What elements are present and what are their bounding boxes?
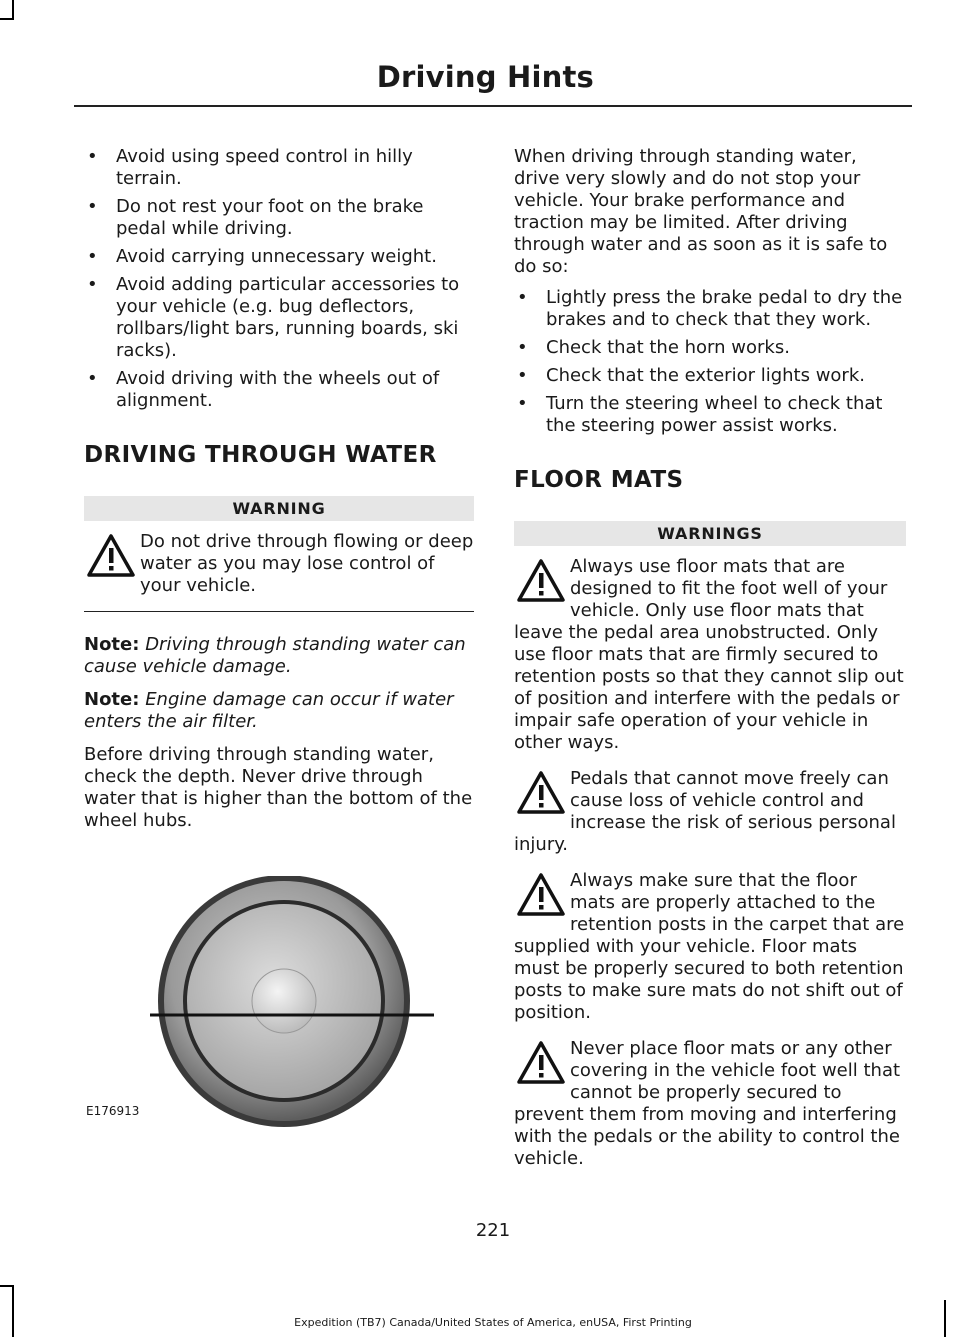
warning-triangle-icon xyxy=(514,768,568,818)
warning-divider xyxy=(84,611,474,612)
warning-triangle-icon xyxy=(514,1038,568,1088)
warning-item: Do not drive through flowing or deep water as you may lose control of your vehicle. xyxy=(84,531,474,597)
warning-triangle-icon xyxy=(84,531,138,581)
bullet-icon: • xyxy=(87,368,98,389)
bullet-icon: • xyxy=(517,393,528,414)
bullet-icon: • xyxy=(87,274,98,295)
warning-item: Pedals that cannot move freely can cause loss of vehicle control and increase the risk of serious personal injury. xyxy=(514,768,896,855)
bullet-icon: • xyxy=(517,337,528,358)
figure-id-label: E176913 xyxy=(86,1104,140,1118)
crop-mark-bl-v xyxy=(12,1285,14,1337)
list-item: • Lightly press the brake pedal to dry the brakes and to check that they work. xyxy=(517,287,903,330)
warning-item: Never place floor mats or any other covering in the vehicle foot well that cannot be properly secured to prevent them from moving and interfering with the pedals or the ability to control the vehicle. xyxy=(514,1038,901,1169)
section-heading-water: DRIVING THROUGH WATER xyxy=(84,442,437,468)
wheel-illustration xyxy=(84,876,454,1146)
list-item: • Avoid using speed control in hilly terrain. xyxy=(87,146,413,189)
list-item: • Do not rest your foot on the brake pedal while driving. xyxy=(87,196,424,239)
list-item: • Avoid driving with the wheels out of alignment. xyxy=(87,368,440,411)
note: Note: Driving through standing water can cause vehicle damage. xyxy=(84,634,466,677)
left-column xyxy=(84,146,474,1146)
warning-triangle-icon xyxy=(514,556,568,606)
bullet-icon: • xyxy=(517,287,528,308)
edition-footer: Expedition (TB7) Canada/United States of America, enUSA, First Printing xyxy=(294,1316,692,1329)
driving-tips-list xyxy=(84,146,474,412)
right-column xyxy=(514,146,906,1184)
warning-triangle-icon xyxy=(514,870,568,920)
warning-label-bar: WARNING xyxy=(84,496,474,521)
note: Note: Engine damage can occur if water enters the air filter. xyxy=(84,689,454,732)
list-item: • Avoid adding particular accessories to your vehicle (e.g. bug deflectors, rollbars/light bars, running boards, ski racks). xyxy=(87,274,460,361)
wheel-water-depth-figure xyxy=(84,876,454,1146)
paragraph: When driving through standing water, drive very slowly and do not stop your vehicle. Your brake performance and traction may be limited. After driving through water and as soon as it is safe to do so: xyxy=(514,146,888,277)
bullet-icon: • xyxy=(87,146,98,167)
crop-mark-bl-h xyxy=(0,1285,14,1287)
page-number: 221 xyxy=(475,1220,511,1241)
bullet-icon: • xyxy=(87,246,98,267)
list-item: • Turn the steering wheel to check that the steering power assist works. xyxy=(517,393,883,436)
warnings-label-bar: WARNINGS xyxy=(514,521,906,546)
after-water-checklist xyxy=(514,287,906,437)
bullet-icon: • xyxy=(517,365,528,386)
list-item: • Check that the horn works. xyxy=(517,337,790,358)
section-heading-floor-mats: FLOOR MATS xyxy=(514,467,684,493)
warning-item: Always use floor mats that are designed to fit the foot well of your vehicle. Only use floor mats that leave the pedal area unobstructed. Only use floor mats that are firmly secured to retention posts so that they cannot slip out of position and interfere with the pedals or impair safe operation of your vehicle in other ways. xyxy=(514,556,904,753)
paragraph: Before driving through standing water, check the depth. Never drive through water that is higher than the bottom of the wheel hubs. xyxy=(84,744,473,831)
list-item: • Avoid carrying unnecessary weight. xyxy=(87,246,437,267)
crop-mark-tl-v xyxy=(12,0,14,20)
crop-mark-tl-h xyxy=(0,18,14,20)
list-item: • Check that the exterior lights work. xyxy=(517,365,865,386)
page-section-title: Driving Hints xyxy=(376,60,594,94)
bullet-icon: • xyxy=(87,196,98,217)
warning-item: Always make sure that the floor mats are properly attached to the retention posts in the carpet that are supplied with your vehicle. Floor mats must be properly secured to both retention posts to make sure mats do not shift out of position. xyxy=(514,870,905,1023)
header-divider xyxy=(74,105,912,107)
